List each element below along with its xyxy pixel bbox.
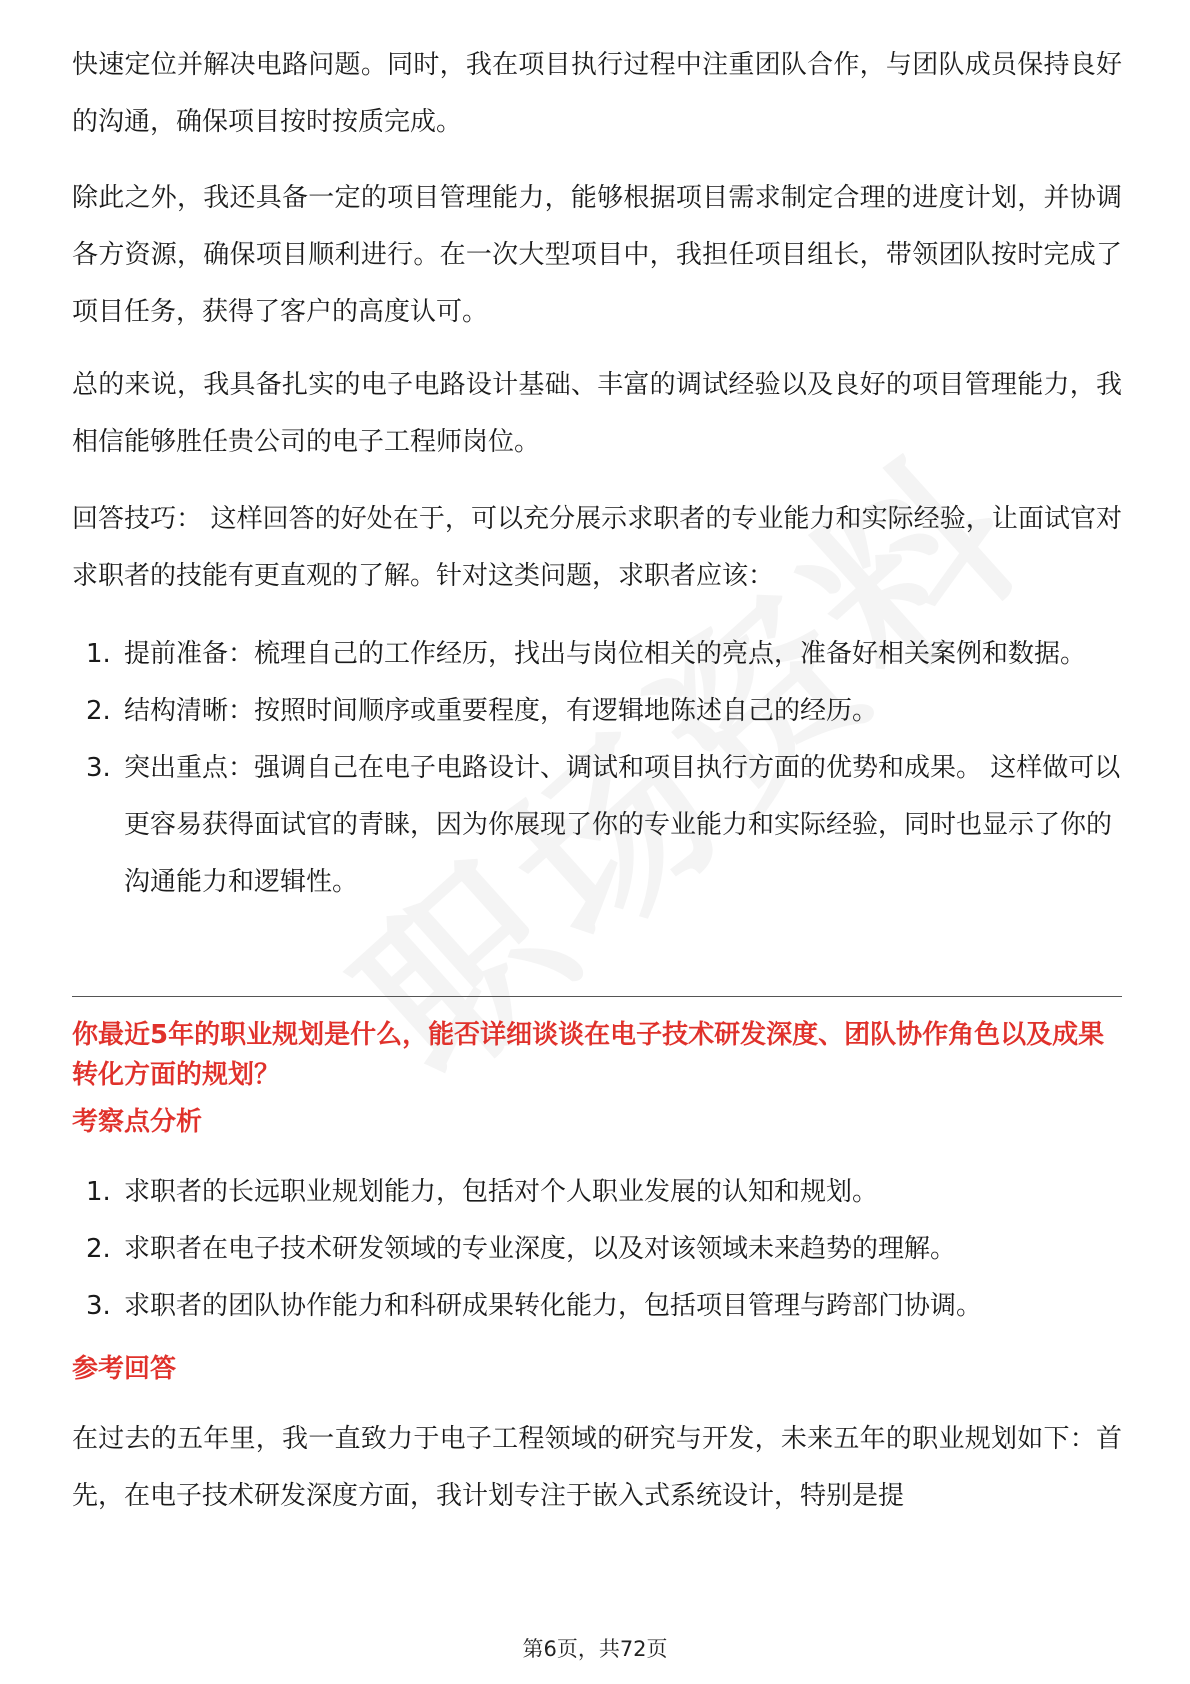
paragraph-text: 除此之外，我还具备一定的项目管理能力，能够根据项目需求制定合理的进度计划，并协调各方资源，确保项目顺利进行。在一次大型项目中，我担任项目组长，带领团队按时完成了项目任务，获得了客户的高度认可。: [72, 183, 1122, 327]
answer-heading-block: [72, 1349, 1122, 1389]
analysis-heading: 考察点分析: [72, 1107, 203, 1137]
question-block: [72, 1015, 1122, 1095]
list-item-text: 结构清晰：按照时间顺序或重要程度，有逻辑地陈述自己的经历。: [124, 696, 879, 726]
paragraph-text: 总的来说，我具备扎实的电子电路设计基础、丰富的调试经验以及良好的项目管理能力，我相信能够胜任贵公司的电子工程师岗位。: [72, 370, 1122, 457]
list-item: [72, 1278, 1122, 1335]
list-number: 1.: [86, 639, 111, 669]
answer-paragraph: [72, 1411, 1122, 1525]
list-item: [72, 1164, 1122, 1221]
list-number: 2.: [86, 1234, 111, 1264]
list-item: [72, 626, 1122, 683]
list-item-text: 提前准备：梳理自己的工作经历，找出与岗位相关的亮点，准备好相关案例和数据。: [124, 639, 1087, 669]
list-item: [72, 740, 1122, 911]
paragraph-text: 快速定位并解决电路问题。同时，我在项目执行过程中注重团队合作，与团队成员保持良好的沟通，确保项目按时按质完成。: [72, 50, 1122, 137]
list-number: 2.: [86, 696, 111, 726]
list-item-text: 求职者在电子技术研发领域的专业深度，以及对该领域未来趋势的理解。: [124, 1234, 957, 1264]
section-divider: [72, 996, 1122, 997]
analysis-list: [72, 1164, 1122, 1335]
list-number: 1.: [86, 1177, 111, 1207]
answer-heading: 参考回答: [72, 1354, 177, 1384]
paragraph-text: 在过去的五年里，我一直致力于电子工程领域的研究与开发，未来五年的职业规划如下：首先，在电子技术研发深度方面，我计划专注于嵌入式系统设计，特别是提: [72, 1424, 1122, 1511]
list-item-text: 求职者的长远职业规划能力，包括对个人职业发展的认知和规划。: [124, 1177, 879, 1207]
document-page: [72, 0, 1122, 1684]
page-footer: 第6页，共72页: [522, 1637, 668, 1661]
list-item-text: 求职者的团队协作能力和科研成果转化能力，包括项目管理与跨部门协调。: [124, 1291, 983, 1321]
paragraph-2: [72, 170, 1122, 341]
list-item: [72, 1221, 1122, 1278]
list-number: 3.: [86, 1291, 111, 1321]
tips-list: [72, 626, 1122, 911]
paragraph-1: [72, 37, 1122, 151]
question-title: 你最近5年的职业规划是什么，能否详细谈谈在电子技术研发深度、团队协作角色以及成果转化方面的规划？: [72, 1020, 1105, 1090]
paragraph-text: 回答技巧： 这样回答的好处在于，可以充分展示求职者的专业能力和实际经验，让面试官对求职者的技能有更直观的了解。针对这类问题，求职者应该：: [72, 504, 1122, 591]
list-number: 3.: [86, 753, 111, 783]
answer-tips-paragraph: [72, 491, 1122, 605]
list-item: [72, 683, 1122, 740]
paragraph-3: [72, 357, 1122, 471]
analysis-heading-block: [72, 1102, 1122, 1142]
list-item-text: 突出重点：强调自己在电子电路设计、调试和项目执行方面的优势和成果。 这样做可以更容易获得面试官的青睐，因为你展现了你的专业能力和实际经验，同时也显示了你的沟通能力和逻辑性。: [124, 753, 1121, 897]
